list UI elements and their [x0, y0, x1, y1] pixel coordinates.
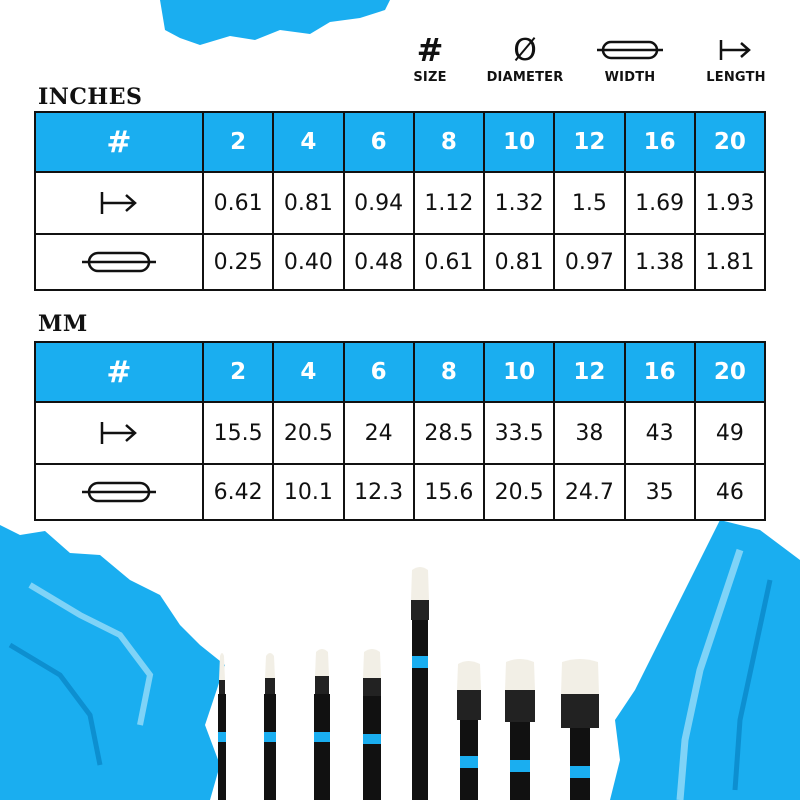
length-value: 1.32: [484, 172, 554, 234]
size-cell: 6: [344, 112, 414, 172]
legend-length-label: LENGTH: [706, 70, 766, 85]
size-cell: 8: [414, 112, 484, 172]
length-value: 38: [554, 402, 624, 464]
length-value: 15.5: [203, 402, 273, 464]
mm-length-row: [35, 402, 765, 464]
width-row-label: [35, 234, 203, 290]
size-cell: 20: [695, 342, 765, 402]
inches-title: INCHES: [38, 84, 143, 110]
brush-size-2: [218, 653, 226, 800]
arrow-to-bar-icon: [99, 189, 139, 217]
size-cell: 4: [273, 342, 343, 402]
legend-size: [400, 30, 460, 85]
width-value: 0.25: [203, 234, 273, 290]
length-value: 24: [344, 402, 414, 464]
brush-size-6: [314, 649, 330, 800]
diameter-icon: Ø: [513, 32, 537, 68]
length-value: 0.61: [203, 172, 273, 234]
length-row-label: [35, 172, 203, 234]
oval-width-icon: [590, 30, 670, 70]
width-value: 0.81: [484, 234, 554, 290]
width-value: 12.3: [344, 464, 414, 520]
size-cell: 8: [414, 342, 484, 402]
size-cell: 10: [484, 342, 554, 402]
size-cell: 2: [203, 342, 273, 402]
width-value: 10.1: [273, 464, 343, 520]
width-value: 15.6: [414, 464, 484, 520]
width-value: 6.42: [203, 464, 273, 520]
mm-header-hash: #: [35, 342, 203, 402]
brush-size-12: [457, 661, 481, 800]
mm-table: [34, 341, 766, 521]
legend-width: [590, 30, 670, 85]
mm-width-row: [35, 464, 765, 520]
length-value: 49: [695, 402, 765, 464]
length-value: 20.5: [273, 402, 343, 464]
legend-diameter: [480, 30, 570, 85]
width-row-label: [35, 464, 203, 520]
inches-length-row: [35, 172, 765, 234]
size-cell: 12: [554, 112, 624, 172]
width-value: 0.48: [344, 234, 414, 290]
brush-size-16: [505, 659, 535, 800]
inches-header-row: [35, 112, 765, 172]
width-value: 24.7: [554, 464, 624, 520]
arrow-to-bar-icon: [99, 419, 139, 447]
width-value: 0.40: [273, 234, 343, 290]
brush-size-10: [411, 567, 429, 800]
length-value: 0.94: [344, 172, 414, 234]
legend: [400, 30, 780, 100]
size-cell: 16: [625, 342, 695, 402]
length-value: 28.5: [414, 402, 484, 464]
brushes-illustration: [200, 560, 620, 800]
length-value: 1.5: [554, 172, 624, 234]
width-value: 0.61: [414, 234, 484, 290]
width-value: 20.5: [484, 464, 554, 520]
arrow-to-bar-icon: [696, 30, 776, 70]
length-value: 33.5: [484, 402, 554, 464]
width-value: 1.38: [625, 234, 695, 290]
brush-size-8: [363, 649, 381, 800]
width-value: 1.81: [695, 234, 765, 290]
width-value: 35: [625, 464, 695, 520]
legend-size-label: SIZE: [413, 70, 447, 85]
legend-diameter-label: DIAMETER: [486, 70, 564, 85]
length-value: 0.81: [273, 172, 343, 234]
size-cell: 16: [625, 112, 695, 172]
length-value: 1.12: [414, 172, 484, 234]
inches-header-hash: #: [35, 112, 203, 172]
inches-width-row: [35, 234, 765, 290]
size-cell: 10: [484, 112, 554, 172]
length-value: 43: [625, 402, 695, 464]
size-cell: 4: [273, 112, 343, 172]
width-value: 0.97: [554, 234, 624, 290]
brush-size-4: [264, 653, 276, 800]
length-row-label: [35, 402, 203, 464]
mm-title: MM: [38, 311, 88, 337]
legend-width-label: WIDTH: [604, 70, 656, 85]
size-cell: 20: [695, 112, 765, 172]
size-cell: 12: [554, 342, 624, 402]
oval-width-icon: [82, 480, 156, 504]
mm-header-row: [35, 342, 765, 402]
oval-width-icon: [82, 250, 156, 274]
legend-length: [696, 30, 776, 85]
width-value: 46: [695, 464, 765, 520]
size-cell: 6: [344, 342, 414, 402]
paint-splash-top: [160, 0, 390, 60]
size-cell: 2: [203, 112, 273, 172]
paint-splash-right: [590, 520, 800, 800]
hash-icon: #: [416, 31, 444, 69]
brush-size-20: [561, 659, 599, 800]
inches-table: [34, 111, 766, 291]
length-value: 1.69: [625, 172, 695, 234]
length-value: 1.93: [695, 172, 765, 234]
